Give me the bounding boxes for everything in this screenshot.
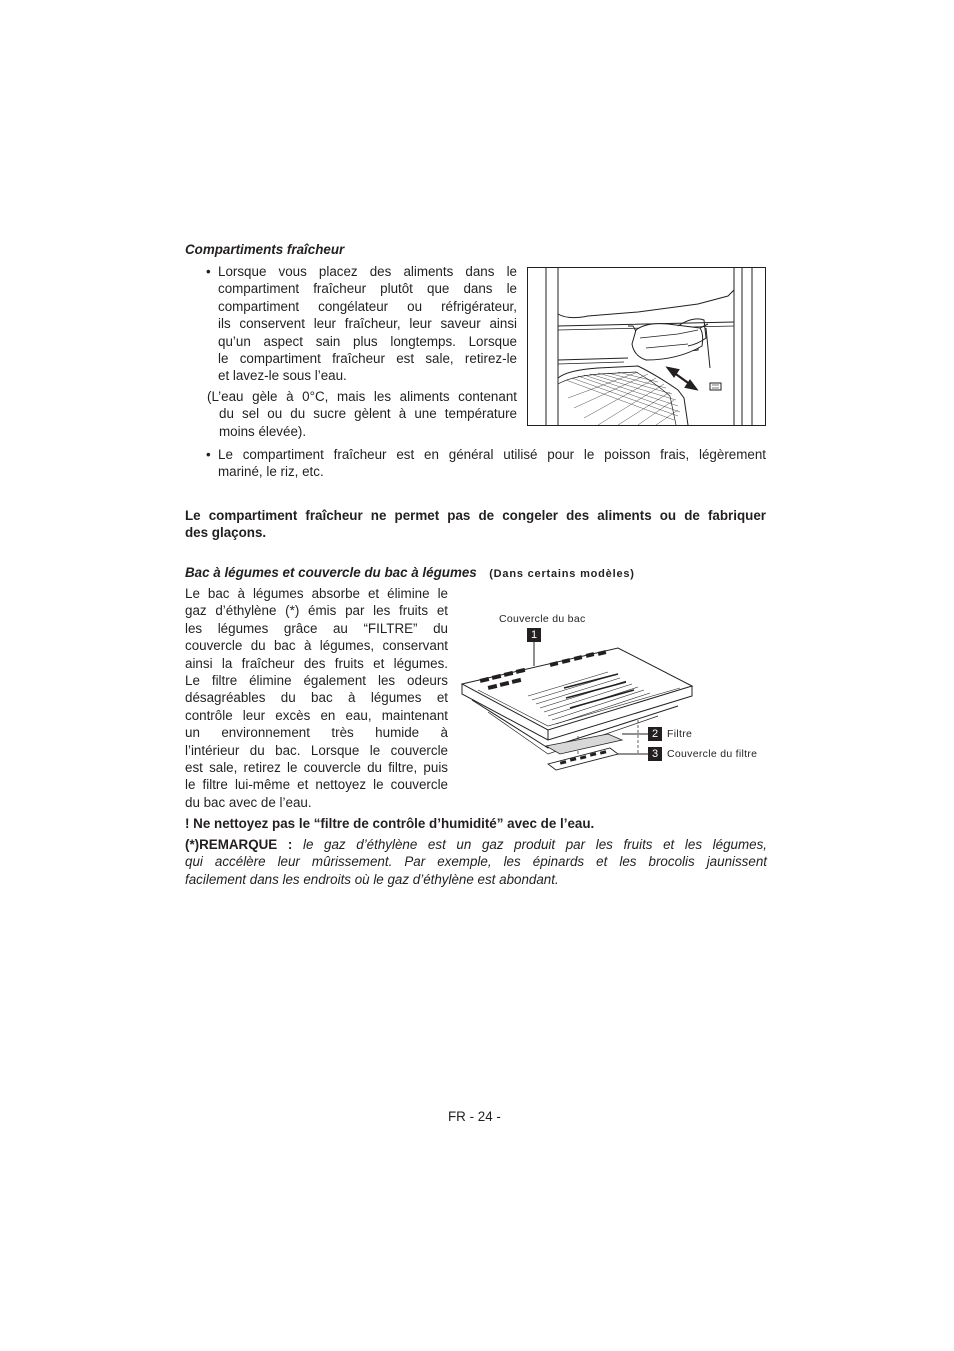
text-line: (L’eau gèle à 0°C, mais les aliments contenant (207, 389, 517, 404)
text-line: désagréables du bac à légumes et (185, 690, 448, 706)
text-line: Le filtre élimine également les odeurs (185, 673, 448, 689)
crisper-description (185, 585, 448, 811)
text-line: moins élevée). (219, 423, 307, 439)
warning-filter-cleaning: ! Ne nettoyez pas le “filtre de contrôle d’humidité” avec de l’eau. (185, 816, 595, 831)
text-line: qui accélère leur mûrissement. Par exemple, les épinards et les brocolis jaunissent (185, 854, 767, 870)
crisper-lid-illustration (458, 608, 778, 778)
page-number: FR - 24 - (448, 1109, 501, 1124)
text-line: du bac avec de l’eau. (185, 794, 312, 810)
text-line: le compartiment fraîcheur est sale, retirez-le (218, 351, 517, 367)
freezing-note (207, 388, 517, 440)
warning-no-freezing (185, 507, 766, 542)
section-heading-fresh-compartment: Compartiments fraîcheur (185, 242, 345, 257)
heading-text: Bac à légumes et couvercle du bac à légumes (185, 565, 477, 580)
bullet-symbol: • (206, 447, 211, 462)
text-line: Le compartiment fraîcheur ne permet pas de congeler des aliments ou de fabriquer (185, 508, 766, 523)
fresh-compartment-illustration (527, 267, 766, 426)
section-heading-crisper (185, 564, 635, 582)
text-line: les légumes grâce au “FILTRE” du (185, 620, 448, 636)
text-line: compartiment congélateur ou réfrigérateur, (218, 298, 517, 314)
remark-label: (*)REMARQUE : (185, 837, 293, 852)
text-line: compartiment fraîcheur plutôt que dans le (218, 281, 517, 297)
text-line: le gaz d’éthylène est un gaz produit par les fruits et les légumes, (302, 837, 767, 852)
callout-number-2: 2 (648, 727, 662, 741)
text-line: des glaçons. (185, 525, 267, 541)
label-filter-cover: Couvercle du filtre (667, 748, 758, 760)
text-line: Le bac à légumes absorbe et élimine le (185, 586, 448, 601)
text-line: Le compartiment fraîcheur est en général utilisé pour le poisson frais, légèrement (218, 447, 766, 462)
text-line: gaz d’éthylène (*) émis par les fruits et (185, 603, 448, 619)
callout-number-3: 3 (648, 747, 662, 761)
crisper-lid-drawing (458, 608, 778, 778)
text-line: ils conservent leur fraîcheur, leur saveur ainsi (218, 316, 517, 332)
callout-number-1: 1 (527, 628, 541, 642)
text-line: et lavez-le sous l’eau. (218, 368, 347, 384)
bullet-item-usage (206, 446, 766, 481)
text-line: un environnement très humide à (185, 725, 448, 741)
text-line: qu’un aspect sain plus longtemps. Lorsque (218, 333, 517, 349)
text-line: du sel ou du sucre gèlent à une température (219, 406, 517, 422)
text-line: facilement dans les endroits où le gaz d’éthylène est abondant. (185, 871, 559, 887)
label-filter: Filtre (667, 728, 693, 740)
ethylene-remark (185, 836, 767, 888)
text-line: est sale, retirez le couvercle du filtre, puis (185, 760, 448, 776)
text-line: mariné, le riz, etc. (218, 464, 324, 480)
text-line: l’intérieur du bac. Lorsque le couvercle (185, 742, 448, 758)
text-line: ainsi la fraîcheur des fruits et légumes. (185, 655, 448, 671)
heading-model-note: (Dans certains modèles) (489, 568, 635, 580)
bullet-item-fresh-storage (206, 263, 517, 385)
text-line: couvercle du bac à légumes, conservant (185, 638, 448, 654)
bullet-symbol: • (206, 264, 211, 279)
label-lid: Couvercle du bac (499, 613, 586, 625)
text-line: contrôle leur excès en eau, maintenant (185, 707, 448, 723)
fridge-interior-drawing (528, 268, 765, 425)
text-line: le filtre lui-même et nettoyez le couvercle (185, 777, 448, 793)
text-line: Lorsque vous placez des aliments dans le (218, 264, 517, 279)
remark-line-1 (185, 836, 767, 853)
